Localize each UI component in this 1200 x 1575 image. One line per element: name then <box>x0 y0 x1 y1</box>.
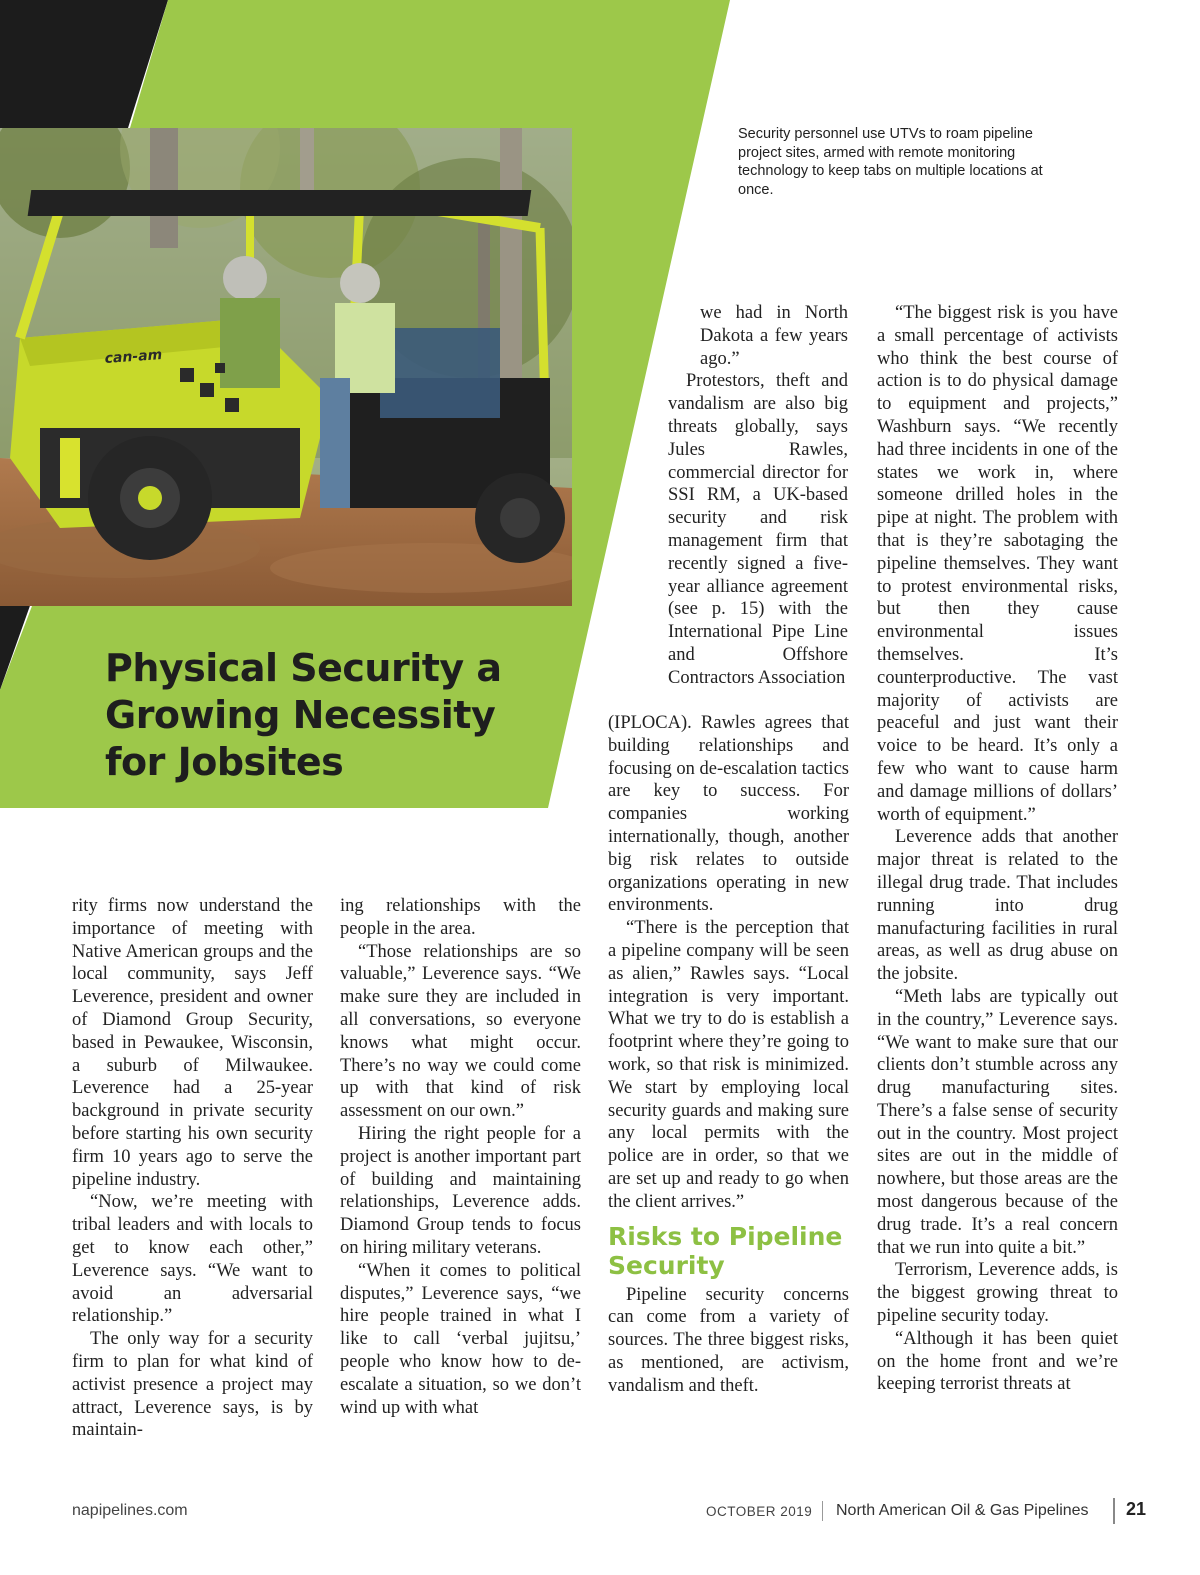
paragraph: Protestors, theft and vandalism are also big threats globally, says Jules Rawles, commercial director for SSI RM, a UK-based security and risk management firm that recently signed a five-year alliance agreement (see p. 15) with the International Pipe Line and Offshore Contractors Association <box>668 371 848 688</box>
page-number: 21 <box>1126 1499 1147 1519</box>
section-subhead: Risks to Pipeline Security <box>608 1221 843 1280</box>
paragraph: we had in North Dakota a few years ago.” <box>700 303 848 369</box>
text-column-2 <box>340 895 581 1419</box>
paragraph: “Although it has been quiet on the home front and we’re keeping terrorist threats at <box>877 1328 1118 1395</box>
text-column-4 <box>877 302 1118 1396</box>
text-column-1 <box>72 895 313 1442</box>
footer-publication-name: North American Oil & Gas Pipelines <box>836 1502 1089 1519</box>
paragraph: “There is the perception that a pipeline company will be seen as alien,” Rawles says. “Local integration is very important. What we try to do is establish a footprint where they’re going to work, so that risk is minimized. We start by employing local security guards and making sure any local permits with the police are in order, so that we are set up and ready to go when the client arrives.” <box>608 918 849 1212</box>
footer-divider <box>1113 1498 1115 1524</box>
paragraph: Hiring the right people for a project is another important part of building and maintaining relationships, Leverence adds. Diamond Group tends to focus on hiring military veterans. <box>340 1123 581 1258</box>
page-footer <box>0 1498 1200 1538</box>
paragraph: “Those relationships are so valuable,” Leverence says. “We make sure they are included in all conversations, so everyone knows what might occur. There’s no way we could come up with that kind of risk assessment on our own.” <box>340 941 581 1122</box>
article-headline: Physical Security a Growing Necessity for Jobsites <box>105 646 502 784</box>
paragraph: Leverence adds that another major threat is related to the illegal drug trade. That includes running into drug manufacturing facilities in rural areas, as well as drug abuse on the jobsite. <box>877 827 1118 985</box>
text-column-3 <box>608 712 849 1398</box>
footer-website: napipelines.com <box>72 1502 188 1519</box>
paragraph: rity firms now understand the importance of meeting with Native American groups and the local community, says Jeff Leverence, president and owner of Diamond Group Security, based in Pewaukee, Wisconsin, a suburb of Milwaukee. Leverence had a 25-year background in private security before starting his own security firm 10 years ago to serve the pipeline industry. <box>72 896 313 1190</box>
text-column-3-upper <box>620 302 848 690</box>
photo-caption: Security personnel use UTVs to roam pipeline project sites, armed with remote monitoring technology to keep tabs on multiple locations at once. <box>738 126 1043 198</box>
paragraph: “When it comes to political disputes,” Leverence says, “we hire people trained in what I like to call ‘verbal jujitsu,’ people who know how to de-escalate a situation, so we don’t wind up with what <box>340 1260 581 1418</box>
footer-divider <box>822 1501 823 1521</box>
paragraph: ing relationships with the people in the area. <box>340 896 581 939</box>
paragraph: “Meth labs are typically out in the country,” Leverence says. “We want to make sure that our clients don’t stumble across any drug manufacturing sites. There’s a false sense of security out in the country. Most project sites are out in the middle of nowhere, but those areas are the most dangerous because of the drug trade. It’s a real concern that we run into quite a bit.” <box>877 986 1118 1258</box>
paragraph: The only way for a security firm to plan for what kind of activist presence a project may attract, Leverence says, is by maintain- <box>72 1329 313 1441</box>
paragraph: Terrorism, Leverence adds, is the biggest growing threat to pipeline security today. <box>877 1260 1118 1327</box>
paragraph: (IPLOCA). Rawles agrees that building relationships and focusing on de-escalation tactics are key to success. For companies working internationally, though, another big risk relates to outside organizations operating in new environments. <box>608 713 849 916</box>
paragraph: “The biggest risk is you have a small percentage of activists who think the best course of action is to do physical damage to equipment and projects,” Washburn says. “We recently had three incidents in one of the states we work in, where someone drilled holes in the pipe at night. The problem with that is they’re sabotaging the pipeline themselves. They want to protest environmental risks, but then they cause environmental issues themselves. It’s counterproductive. The vast majority of activists are peaceful and just want their voice to be heard. It’s only a few who want to cause harm and damage millions of dollars’ worth of equipment.” <box>877 303 1118 825</box>
paragraph: Pipeline security concerns can come from a variety of sources. The three biggest risks, as mentioned, are activism, vandalism and theft. <box>608 1284 849 1396</box>
footer-issue-date: OCTOBER 2019 <box>706 1504 813 1519</box>
utv-photo <box>0 128 572 606</box>
paragraph: “Now, we’re meeting with tribal leaders and with locals to get to know each other,” Leverence says. “We want to avoid an adversarial relationship.” <box>72 1192 313 1327</box>
vehicle-logo: can-am <box>104 347 163 367</box>
